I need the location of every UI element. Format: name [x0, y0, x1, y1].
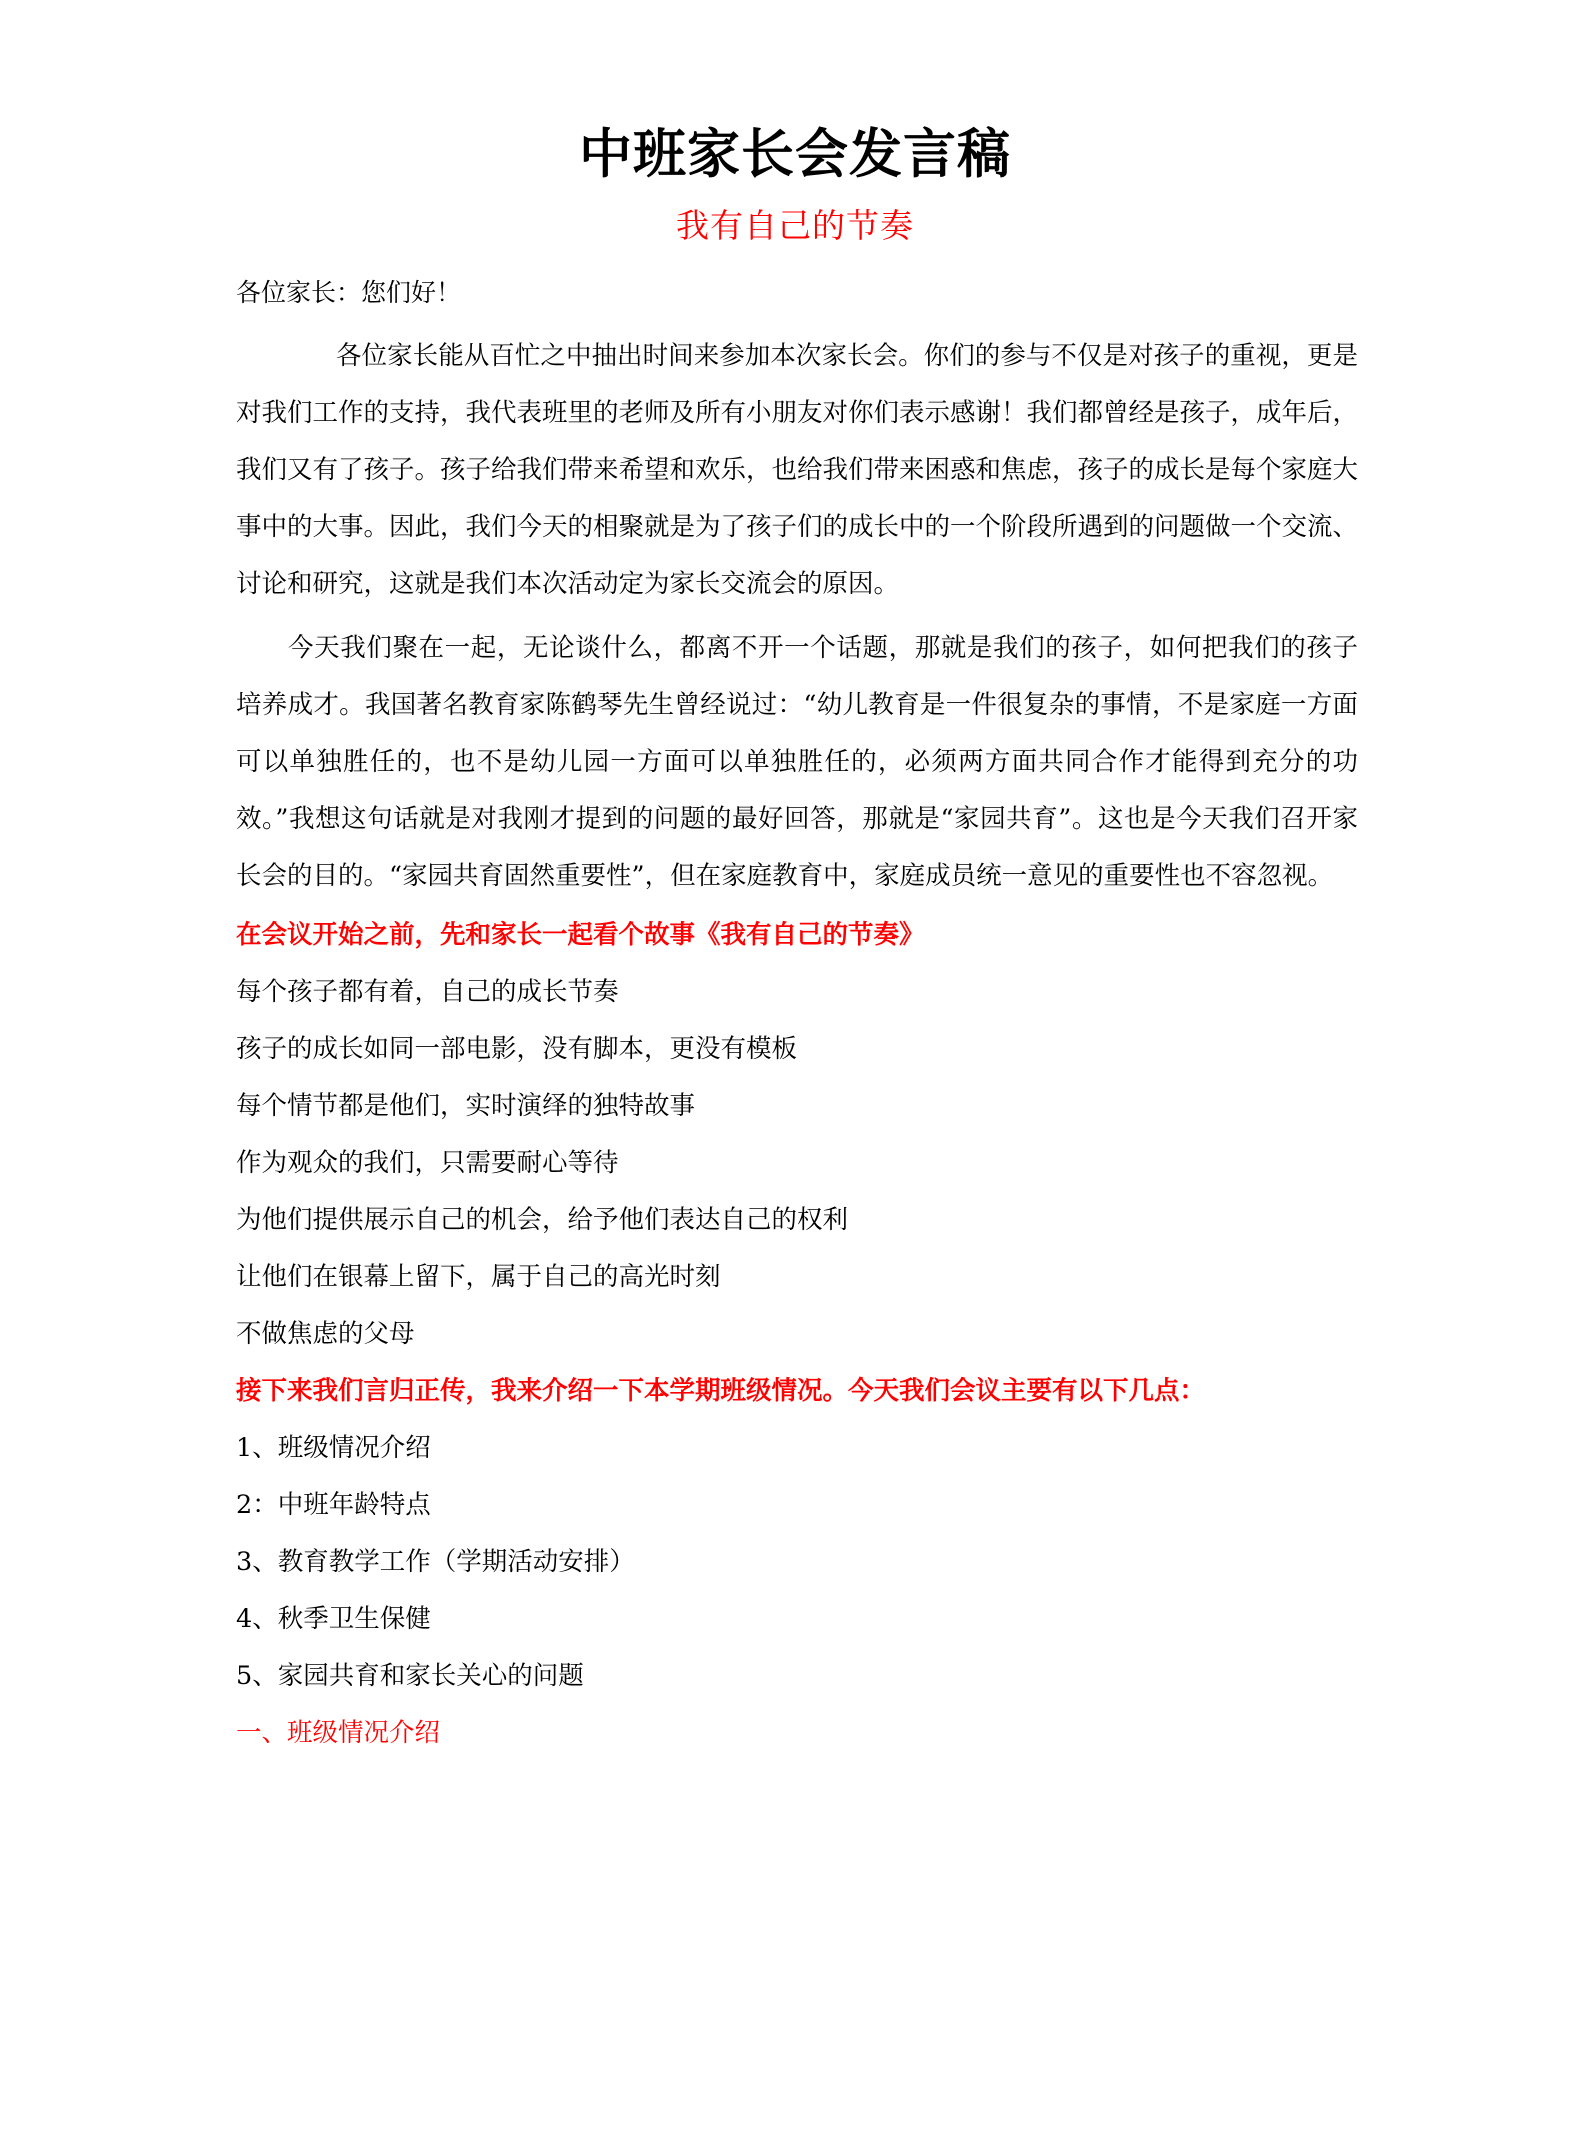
story-line: 让他们在银幕上留下，属于自己的高光时刻	[236, 1262, 721, 1292]
body-paragraph-1: 各位家长能从百忙之中抽出时间来参加本次家长会。你们的参与不仅是对孩子的重视，更是对我们工作的支持，我代表班里的老师及所有小朋友对你们表示感谢！我们都曾经是孩子，成年后，我们又有了孩子。孩子给我们带来希望和欢乐，也给我们带来困惑和焦虑，孩子的成长是每个家庭大事中的大事。因此，我们今天的相聚就是为了孩子们的成长中的一个阶段所遇到的问题做一个交流、讨论和研究，这就是我们本次活动定为家长交流会的原因。	[236, 341, 1359, 599]
section-heading-class-overview: 一、班级情况介绍	[236, 1718, 441, 1748]
story-line: 每个孩子都有着，自己的成长节奏	[236, 977, 619, 1007]
body-paragraph-2: 今天我们聚在一起，无论谈什么，都离不开一个话题，那就是我们的孩子，如何把我们的孩子培养成才。我国著名教育家陈鹤琴先生曾经说过：“幼儿教育是一件很复杂的事情，不是家庭一方面可以单独胜任的，也不是幼儿园一方面可以单独胜任的，必须两方面共同合作才能得到充分的功效。”我想这句话就是对我刚才提到的问题的最好回答，那就是“家园共育”。这也是今天我们召开家长会的目的。“家园共育固然重要性”，但在家庭教育中，家庭成员统一意见的重要性也不容忽视。	[236, 633, 1358, 891]
greeting-line: 各位家长：您们好！	[236, 278, 462, 307]
agenda-list-item: 3、教育教学工作（学期活动安排）	[236, 1547, 635, 1577]
page-subtitle: 我有自己的节奏	[676, 206, 914, 245]
story-lines-block	[232, 964, 1358, 1363]
agenda-list-item: 1、班级情况介绍	[236, 1433, 431, 1463]
page-title: 中班家长会发言稿	[579, 123, 1011, 185]
story-line: 不做焦虑的父母	[236, 1319, 415, 1349]
agenda-list-item: 5、家园共育和家长关心的问题	[236, 1661, 584, 1691]
agenda-list	[232, 1420, 1358, 1705]
story-line: 作为观众的我们，只需要耐心等待	[236, 1148, 619, 1178]
story-line: 为他们提供展示自己的机会，给予他们表达自己的权利	[236, 1205, 849, 1235]
document-content	[232, 0, 1358, 1762]
agenda-intro-line: 接下来我们言归正传，我来介绍一下本学期班级情况。今天我们会议主要有以下几点：	[236, 1376, 1206, 1406]
story-line: 孩子的成长如同一部电影，没有脚本，更没有模板	[236, 1034, 798, 1064]
agenda-list-item: 2：中班年龄特点	[236, 1490, 431, 1520]
story-intro-line: 在会议开始之前，先和家长一起看个故事《我有自己的节奏》	[236, 920, 925, 950]
story-line: 每个情节都是他们，实时演绎的独特故事	[236, 1091, 696, 1121]
agenda-list-item: 4、秋季卫生保健	[236, 1604, 431, 1634]
